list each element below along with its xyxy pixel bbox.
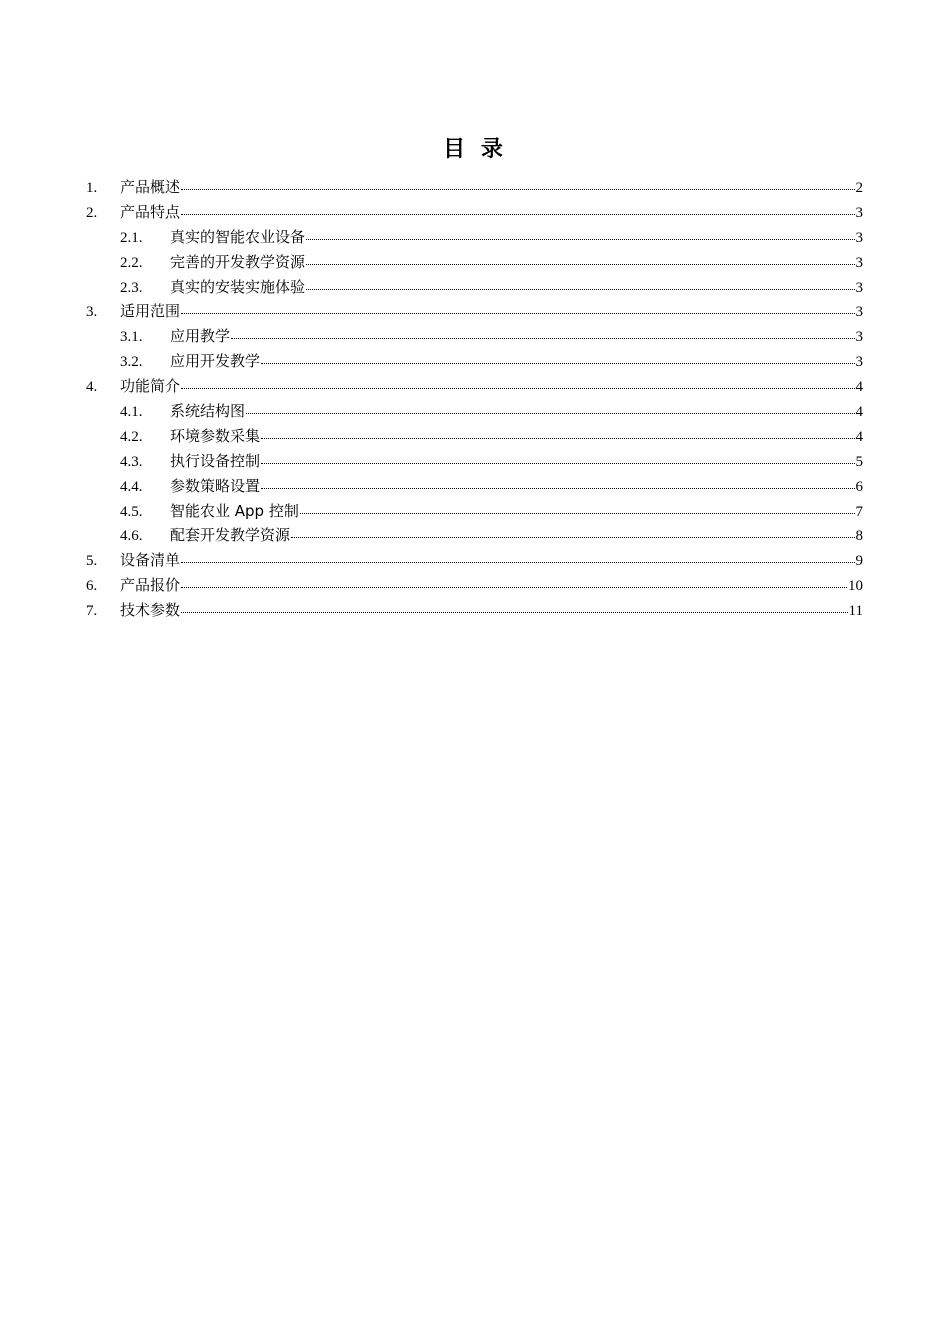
toc-entry-number: 4.1.	[120, 404, 143, 421]
toc-entry-number: 4.4.	[120, 478, 143, 495]
toc-dot-leader	[181, 387, 854, 389]
toc-entry-number: 2.	[86, 204, 98, 221]
toc-entry[interactable]	[86, 175, 863, 200]
toc-dot-leader	[181, 586, 847, 588]
toc-entry[interactable]	[86, 474, 863, 499]
toc-dot-leader	[231, 337, 854, 339]
toc-dot-leader	[246, 412, 854, 414]
toc-entry-label: 智能农业 App 控制	[170, 501, 299, 520]
toc-entry-number: 4.2.	[120, 428, 143, 445]
toc-entry-label: 参数策略设置	[170, 476, 261, 495]
toc-entry[interactable]	[86, 299, 863, 324]
toc-dot-leader	[181, 561, 854, 563]
toc-entry-number: 2.1.	[120, 229, 143, 246]
toc-entry-page-number: 6	[855, 478, 863, 495]
toc-entry-label: 产品特点	[120, 202, 181, 221]
toc-entry-number: 2.2.	[120, 254, 143, 271]
toc-dot-leader	[306, 288, 854, 290]
toc-entry-label: 真实的智能农业设备	[170, 227, 306, 246]
toc-entry[interactable]	[86, 225, 863, 250]
toc-entry-page-number: 11	[848, 603, 863, 620]
toc-entry-label: 配套开发教学资源	[170, 526, 291, 545]
toc-dot-leader	[261, 362, 854, 364]
toc-entry-number: 3.2.	[120, 354, 143, 371]
toc-entry-label: 技术参数	[120, 601, 181, 620]
toc-dot-leader	[306, 238, 854, 240]
toc-entry-page-number: 10	[848, 578, 863, 595]
toc-dot-leader	[261, 462, 854, 464]
toc-entry[interactable]	[86, 399, 863, 424]
toc-entry-label: 系统结构图	[170, 402, 246, 421]
toc-entry-page-number: 2	[855, 180, 863, 196]
toc-title: 目 录	[443, 137, 507, 162]
toc-entry-number: 4.6.	[120, 528, 143, 545]
toc-dot-leader	[181, 213, 854, 215]
toc-entry-number: 4.3.	[120, 453, 143, 470]
toc-dot-leader	[181, 312, 854, 314]
toc-entry-page-number: 7	[855, 503, 863, 520]
toc-entry-page-number: 3	[855, 204, 863, 221]
toc-entry-page-number: 3	[855, 354, 863, 371]
toc-entry[interactable]	[86, 275, 863, 300]
toc-entry-page-number: 9	[855, 553, 863, 570]
toc-entry-page-number: 3	[855, 329, 863, 346]
toc-entry-label: 应用开发教学	[170, 352, 261, 371]
toc-dot-leader	[261, 487, 854, 489]
toc-entry[interactable]	[86, 200, 863, 225]
toc-entry-page-number: 8	[855, 528, 863, 545]
toc-entry-label: 适用范围	[120, 302, 181, 321]
toc-entry-number: 3.1.	[120, 329, 143, 346]
toc-entry-number: 4.	[86, 379, 98, 396]
toc-entry-page-number: 4	[855, 404, 863, 421]
toc-entry[interactable]	[86, 324, 863, 349]
toc-entry-number: 3.	[86, 304, 98, 321]
toc-entry[interactable]	[86, 349, 863, 374]
toc-entry[interactable]	[86, 548, 863, 573]
toc-entry-number: 1.	[86, 180, 98, 196]
toc-entry-page-number: 4	[855, 428, 863, 445]
toc-dot-leader	[300, 512, 855, 514]
toc-dot-leader	[181, 188, 854, 190]
toc-entry[interactable]	[86, 598, 863, 623]
toc-entry-page-number: 3	[855, 254, 863, 271]
toc-entry-label: 真实的安装实施体验	[170, 277, 306, 296]
toc-entry-label: 环境参数采集	[170, 426, 261, 445]
toc-entry[interactable]	[86, 499, 863, 524]
toc-entry-page-number: 5	[855, 453, 863, 470]
toc-entry[interactable]	[86, 424, 863, 449]
toc-entry-page-number: 3	[855, 304, 863, 321]
toc-entry[interactable]	[86, 573, 863, 598]
toc-list	[86, 175, 863, 623]
toc-entry-page-number: 3	[855, 279, 863, 296]
toc-dot-leader	[261, 437, 854, 439]
toc-dot-leader	[291, 536, 854, 538]
toc-entry-number: 6.	[86, 578, 98, 595]
toc-entry-label: 产品报价	[120, 576, 181, 595]
toc-dot-leader	[306, 263, 854, 265]
toc-entry-label: 应用教学	[170, 327, 231, 346]
toc-entry-page-number: 4	[855, 379, 863, 396]
toc-entry[interactable]	[86, 250, 863, 275]
toc-entry[interactable]	[86, 374, 863, 399]
toc-entry-label: 完善的开发教学资源	[170, 252, 306, 271]
toc-entry-label: 设备清单	[120, 551, 181, 570]
toc-entry-number: 4.5.	[120, 503, 143, 520]
toc-entry-number: 5.	[86, 553, 98, 570]
toc-entry[interactable]	[86, 449, 863, 474]
toc-entry-label: 功能简介	[120, 377, 181, 396]
toc-entry-number: 2.3.	[120, 279, 143, 296]
toc-entry-page-number: 3	[855, 229, 863, 246]
toc-entry[interactable]	[86, 523, 863, 548]
toc-entry-label: 产品概述	[120, 178, 181, 196]
toc-entry-label: 执行设备控制	[170, 451, 261, 470]
toc-entry-number: 7.	[86, 603, 98, 620]
toc-dot-leader	[181, 611, 848, 613]
